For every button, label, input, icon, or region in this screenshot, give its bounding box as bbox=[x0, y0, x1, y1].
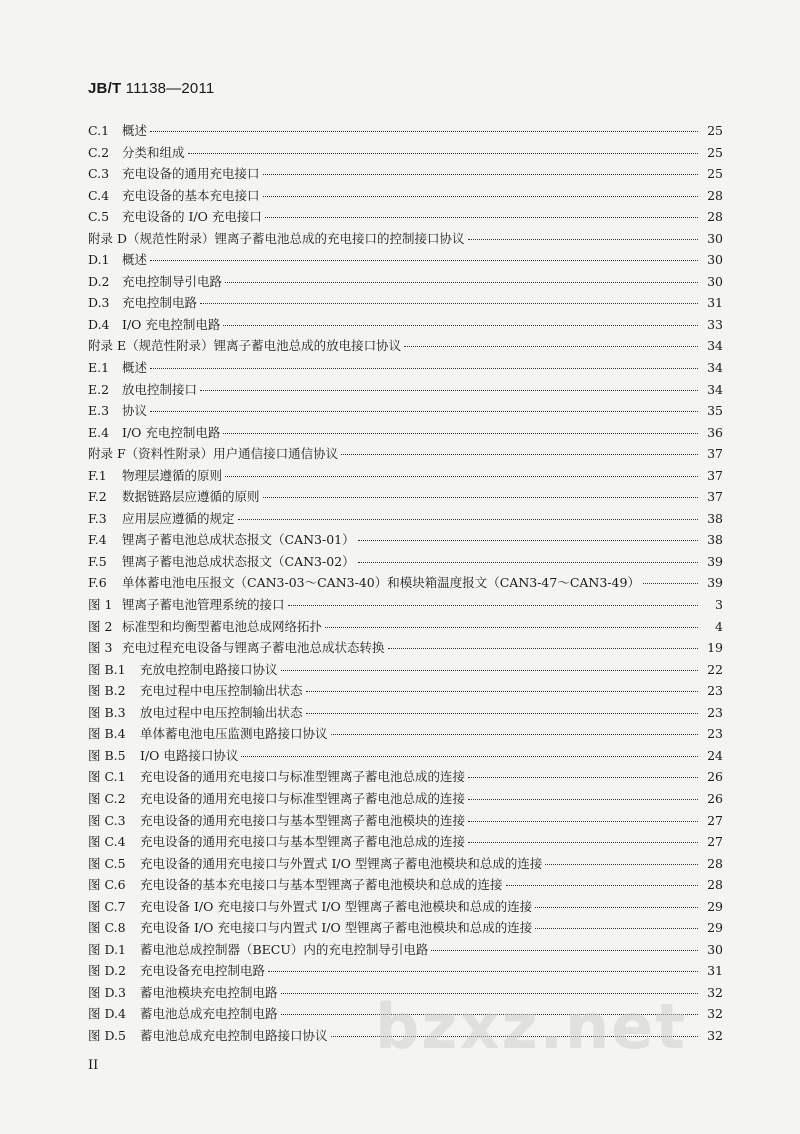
toc-entry-label: 图 C.7 bbox=[88, 898, 126, 914]
toc-entry-title: 蓄电池总成控制器（BECU）内的充电控制导引电路 bbox=[140, 941, 429, 957]
toc-entry-page: 33 bbox=[707, 316, 723, 332]
toc-leader-dots bbox=[468, 799, 698, 800]
toc-leader-dots bbox=[150, 131, 698, 132]
toc-entry-label: 图 2 bbox=[88, 618, 113, 634]
toc-leader-dots bbox=[431, 950, 698, 951]
toc-entry-title: I/O 电路接口协议 bbox=[140, 747, 239, 763]
toc-entry[interactable] bbox=[88, 874, 723, 896]
toc-entry[interactable] bbox=[88, 271, 723, 293]
toc-entry-title: 放电控制接口 bbox=[122, 381, 198, 397]
toc-entry-label: 图 D.1 bbox=[88, 941, 126, 957]
toc-entry-title: 充电设备的基本充电接口 bbox=[122, 187, 260, 203]
toc-entry[interactable] bbox=[88, 357, 723, 379]
toc-entry[interactable] bbox=[88, 616, 723, 638]
toc-entry-page: 39 bbox=[707, 575, 723, 591]
toc-entry[interactable] bbox=[88, 831, 723, 853]
toc-entry-title: 单体蓄电池电压报文（CAN3-03～CAN3-40）和模块箱温度报文（CAN3-47～CAN3-49） bbox=[122, 575, 640, 591]
toc-entry-page: 34 bbox=[707, 338, 723, 354]
toc-entry[interactable] bbox=[88, 508, 723, 530]
toc-entry-label: F.1 bbox=[88, 467, 107, 483]
toc-entry-title: 蓄电池总成充电控制电路接口协议 bbox=[140, 1027, 328, 1043]
toc-leader-dots bbox=[506, 885, 698, 886]
toc-entry-label: 图 D.3 bbox=[88, 984, 126, 1000]
toc-entry-page: 3 bbox=[715, 597, 723, 613]
toc-leader-dots bbox=[263, 196, 698, 197]
toc-entry-label: C.5 bbox=[88, 209, 110, 225]
toc-entry-title: I/O 充电控制电路 bbox=[122, 316, 221, 332]
toc-entry-title: 充电控制电路 bbox=[122, 295, 198, 311]
toc-entry-title: 充电设备的通用充电接口与标准型锂离子蓄电池总成的连接 bbox=[140, 769, 466, 785]
toc-leader-dots bbox=[404, 346, 698, 347]
toc-entry[interactable] bbox=[88, 486, 723, 508]
toc-leader-dots bbox=[468, 842, 698, 843]
toc-entry-title: 充电过程充电设备与锂离子蓄电池总成状态转换 bbox=[122, 640, 385, 656]
toc-entry-title: 充电设备的 I/O 充电接口 bbox=[122, 209, 262, 225]
toc-entry-title: 概述 bbox=[122, 252, 148, 268]
toc-entry-title: 分类和组成 bbox=[122, 144, 185, 160]
toc-entry-label: D.1 bbox=[88, 252, 110, 268]
toc-entry-label: D.2 bbox=[88, 273, 110, 289]
toc-entry[interactable] bbox=[88, 594, 723, 616]
toc-entry-title: 放电过程中电压控制输出状态 bbox=[140, 704, 303, 720]
toc-entry-page: 19 bbox=[707, 640, 723, 656]
toc-entry-title: 概述 bbox=[122, 360, 148, 376]
toc-leader-dots bbox=[200, 390, 698, 391]
toc-entry[interactable] bbox=[88, 572, 723, 594]
toc-leader-dots bbox=[643, 583, 698, 584]
toc-entry[interactable] bbox=[88, 960, 723, 982]
toc-entry[interactable] bbox=[88, 551, 723, 573]
toc-leader-dots bbox=[468, 239, 699, 240]
toc-entry-title: 锂离子蓄电池管理系统的接口 bbox=[122, 597, 285, 613]
toc-entry-label: 图 3 bbox=[88, 640, 113, 656]
toc-entry-title: I/O 充电控制电路 bbox=[122, 424, 221, 440]
toc-entry-page: 4 bbox=[715, 618, 723, 634]
toc-leader-dots bbox=[358, 562, 698, 563]
toc-entry-title: 数据链路层应遵循的原则 bbox=[122, 489, 260, 505]
toc-entry-label: 图 C.2 bbox=[88, 790, 126, 806]
toc-entry[interactable] bbox=[88, 896, 723, 918]
toc-entry-title: 充电设备的通用充电接口与标准型锂离子蓄电池总成的连接 bbox=[140, 790, 466, 806]
toc-entry-label: 图 C.1 bbox=[88, 769, 126, 785]
toc-leader-dots bbox=[535, 907, 698, 908]
toc-entry-page: 36 bbox=[707, 424, 723, 440]
toc-entry-title: 标准型和均衡型蓄电池总成网络拓扑 bbox=[122, 618, 323, 634]
toc-entry[interactable] bbox=[88, 939, 723, 961]
toc-entry-title: 应用层应遵循的规定 bbox=[122, 510, 235, 526]
toc-leader-dots bbox=[545, 864, 698, 865]
toc-entry-title: 锂离子蓄电池总成状态报文（CAN3-02） bbox=[122, 553, 355, 569]
toc-entry-page: 34 bbox=[707, 381, 723, 397]
toc-entry[interactable] bbox=[88, 292, 723, 314]
toc-leader-dots bbox=[341, 454, 698, 455]
toc-entry[interactable] bbox=[88, 853, 723, 875]
toc-entry[interactable] bbox=[88, 314, 723, 336]
toc-entry[interactable] bbox=[88, 723, 723, 745]
toc-leader-dots bbox=[188, 153, 698, 154]
toc-entry-title: 充电设备的基本充电接口与基本型锂离子蓄电池模块和总成的连接 bbox=[140, 877, 503, 893]
toc-entry-label: 图 D.5 bbox=[88, 1027, 126, 1043]
toc-entry-label: 图 B.1 bbox=[88, 661, 126, 677]
toc-entry[interactable] bbox=[88, 443, 723, 465]
toc-entry-label: C.4 bbox=[88, 187, 110, 203]
toc-leader-dots bbox=[263, 497, 698, 498]
toc-entry-label: F.2 bbox=[88, 489, 107, 505]
toc-entry[interactable] bbox=[88, 120, 723, 142]
toc-leader-dots bbox=[150, 368, 698, 369]
toc-entry[interactable] bbox=[88, 745, 723, 767]
toc-entry-title: 充电设备充电控制电路 bbox=[140, 963, 266, 979]
toc-leader-dots bbox=[238, 519, 698, 520]
toc-entry-label: 图 C.5 bbox=[88, 855, 126, 871]
toc-entry[interactable] bbox=[88, 185, 723, 207]
toc-entry-page: 30 bbox=[707, 252, 723, 268]
toc-entry-label: D.3 bbox=[88, 295, 110, 311]
toc-entry[interactable] bbox=[88, 379, 723, 401]
toc-entry-page: 38 bbox=[707, 510, 723, 526]
toc-leader-dots bbox=[306, 691, 698, 692]
toc-entry-label: 图 C.8 bbox=[88, 920, 126, 936]
toc-entry[interactable] bbox=[88, 228, 723, 250]
toc-entry-title: 概述 bbox=[122, 123, 148, 138]
toc-entry[interactable] bbox=[88, 163, 723, 185]
toc-entry-title: 充电设备的通用充电接口 bbox=[122, 166, 260, 182]
toc-leader-dots bbox=[263, 174, 698, 175]
toc-entry[interactable] bbox=[88, 335, 723, 357]
document-header bbox=[88, 80, 214, 97]
toc-entry-title: 附录 E（规范性附录）锂离子蓄电池总成的放电接口协议 bbox=[88, 338, 402, 354]
toc-entry-label: C.2 bbox=[88, 144, 110, 160]
toc-entry[interactable] bbox=[88, 142, 723, 164]
toc-entry-label: C.1 bbox=[88, 123, 110, 138]
toc-entry-label: E.4 bbox=[88, 424, 110, 440]
toc-entry-label: 图 C.3 bbox=[88, 812, 126, 828]
toc-entry-page: 27 bbox=[707, 834, 723, 850]
toc-leader-dots bbox=[150, 260, 698, 261]
toc-entry-page: 37 bbox=[707, 446, 723, 462]
toc-entry-label: 图 C.6 bbox=[88, 877, 126, 893]
watermark: bzxz.net bbox=[375, 990, 687, 1063]
toc-entry-page: 28 bbox=[707, 855, 723, 871]
toc-leader-dots bbox=[306, 713, 698, 714]
toc-entry-label: C.3 bbox=[88, 166, 110, 182]
toc-entry-page: 32 bbox=[707, 1006, 723, 1022]
toc-leader-dots bbox=[358, 540, 698, 541]
toc-entry-page: 24 bbox=[707, 747, 723, 763]
toc-leader-dots bbox=[388, 648, 698, 649]
toc-entry[interactable] bbox=[88, 637, 723, 659]
toc-leader-dots bbox=[223, 325, 698, 326]
toc-entry-title: 充电设备的通用充电接口与外置式 I/O 型锂离子蓄电池模块和总成的连接 bbox=[140, 855, 543, 871]
toc-entry-page: 37 bbox=[707, 489, 723, 505]
toc-entry-label: F.3 bbox=[88, 510, 107, 526]
toc-leader-dots bbox=[288, 605, 698, 606]
toc-entry-label: 图 B.4 bbox=[88, 726, 126, 742]
toc-leader-dots bbox=[325, 627, 698, 628]
toc-entry-label: 图 B.2 bbox=[88, 683, 126, 699]
toc-entry-title: 蓄电池总成充电控制电路 bbox=[140, 1006, 278, 1022]
toc-entry[interactable] bbox=[88, 788, 723, 810]
toc-entry-page: 28 bbox=[707, 877, 723, 893]
toc-entry-title: 协议 bbox=[122, 403, 148, 419]
toc-leader-dots bbox=[225, 476, 698, 477]
standard-prefix: JB/T bbox=[88, 80, 122, 97]
toc-entry-page: 34 bbox=[707, 360, 723, 376]
toc-entry-label: 图 1 bbox=[88, 597, 113, 613]
toc-leader-dots bbox=[331, 734, 698, 735]
toc-entry[interactable] bbox=[88, 206, 723, 228]
toc-entry[interactable] bbox=[88, 659, 723, 681]
toc-entry-title: 附录 D（规范性附录）锂离子蓄电池总成的充电接口的控制接口协议 bbox=[88, 230, 465, 246]
toc-entry-label: E.2 bbox=[88, 381, 110, 397]
toc-leader-dots bbox=[200, 303, 698, 304]
toc-entry-title: 单体蓄电池电压监测电路接口协议 bbox=[140, 726, 328, 742]
toc-entry[interactable] bbox=[88, 529, 723, 551]
toc-leader-dots bbox=[268, 971, 698, 972]
toc-leader-dots bbox=[468, 777, 698, 778]
toc-entry-page: 31 bbox=[707, 295, 723, 311]
toc-entry-page: 37 bbox=[707, 467, 723, 483]
toc-entry-page: 35 bbox=[707, 403, 723, 419]
toc-entry-page: 26 bbox=[707, 769, 723, 785]
toc-entry-label: E.3 bbox=[88, 403, 110, 419]
toc-entry-label: F.6 bbox=[88, 575, 107, 591]
toc-entry-page: 23 bbox=[707, 683, 723, 699]
toc-entry-title: 锂离子蓄电池总成状态报文（CAN3-01） bbox=[122, 532, 355, 548]
toc-entry-page: 29 bbox=[707, 920, 723, 936]
toc-entry-label: D.4 bbox=[88, 316, 110, 332]
toc-entry-label: 图 B.3 bbox=[88, 704, 126, 720]
toc-entry-title: 充电设备的通用充电接口与基本型锂离子蓄电池模块的连接 bbox=[140, 812, 466, 828]
toc-entry-page: 26 bbox=[707, 790, 723, 806]
toc-entry[interactable] bbox=[88, 766, 723, 788]
toc-leader-dots bbox=[223, 433, 698, 434]
toc-entry-page: 23 bbox=[707, 704, 723, 720]
toc-entry[interactable] bbox=[88, 917, 723, 939]
toc-entry-page: 30 bbox=[707, 941, 723, 957]
toc-entry-title: 蓄电池模块充电控制电路 bbox=[140, 984, 278, 1000]
toc-entry-label: 图 C.4 bbox=[88, 834, 126, 850]
toc-entry-page: 28 bbox=[707, 187, 723, 203]
toc-entry-page: 31 bbox=[707, 963, 723, 979]
toc-entry-page: 30 bbox=[707, 230, 723, 246]
toc-entry[interactable] bbox=[88, 680, 723, 702]
toc-entry-page: 32 bbox=[707, 1027, 723, 1043]
toc-entry-title: 充放电控制电路接口协议 bbox=[140, 661, 278, 677]
toc-entry-page: 25 bbox=[707, 166, 723, 182]
toc-entry-label: F.4 bbox=[88, 532, 107, 548]
toc-entry-page: 25 bbox=[707, 123, 723, 138]
toc-leader-dots bbox=[281, 670, 698, 671]
toc-entry[interactable] bbox=[88, 249, 723, 271]
toc-leader-dots bbox=[225, 282, 698, 283]
toc-entry-label: 图 D.2 bbox=[88, 963, 126, 979]
toc-entry-page: 30 bbox=[707, 273, 723, 289]
toc-entry[interactable] bbox=[88, 400, 723, 422]
toc-entry-page: 22 bbox=[707, 661, 723, 677]
table-of-contents bbox=[88, 120, 723, 1047]
toc-leader-dots bbox=[265, 217, 698, 218]
toc-leader-dots bbox=[150, 411, 698, 412]
toc-entry[interactable] bbox=[88, 702, 723, 724]
toc-entry-title: 充电设备的通用充电接口与基本型锂离子蓄电池总成的连接 bbox=[140, 834, 466, 850]
toc-entry-label: 图 B.5 bbox=[88, 747, 126, 763]
toc-entry[interactable] bbox=[88, 810, 723, 832]
toc-entry-title: 物理层遵循的原则 bbox=[122, 467, 223, 483]
toc-entry-page: 27 bbox=[707, 812, 723, 828]
toc-entry-title: 附录 F（资料性附录）用户通信接口通信协议 bbox=[88, 446, 339, 462]
toc-entry-page: 23 bbox=[707, 726, 723, 742]
toc-leader-dots bbox=[535, 928, 698, 929]
toc-entry-page: 29 bbox=[707, 898, 723, 914]
page-number: II bbox=[88, 1058, 99, 1073]
toc-entry[interactable] bbox=[88, 465, 723, 487]
toc-entry-page: 28 bbox=[707, 209, 723, 225]
standard-code: 11138—2011 bbox=[121, 80, 215, 97]
toc-entry-title: 充电过程中电压控制输出状态 bbox=[140, 683, 303, 699]
toc-entry-label: 图 D.4 bbox=[88, 1006, 126, 1022]
toc-entry-title: 充电控制导引电路 bbox=[122, 273, 223, 289]
toc-leader-dots bbox=[468, 821, 698, 822]
toc-leader-dots bbox=[241, 756, 698, 757]
toc-entry-page: 38 bbox=[707, 532, 723, 548]
toc-entry-label: F.5 bbox=[88, 553, 107, 569]
toc-entry-title: 充电设备 I/O 充电接口与外置式 I/O 型锂离子蓄电池模块和总成的连接 bbox=[140, 898, 533, 914]
toc-entry[interactable] bbox=[88, 422, 723, 444]
toc-entry-page: 32 bbox=[707, 984, 723, 1000]
toc-entry-label: E.1 bbox=[88, 360, 110, 376]
toc-entry-page: 39 bbox=[707, 553, 723, 569]
toc-entry-page: 25 bbox=[707, 144, 723, 160]
toc-entry-title: 充电设备 I/O 充电接口与内置式 I/O 型锂离子蓄电池模块和总成的连接 bbox=[140, 920, 533, 936]
